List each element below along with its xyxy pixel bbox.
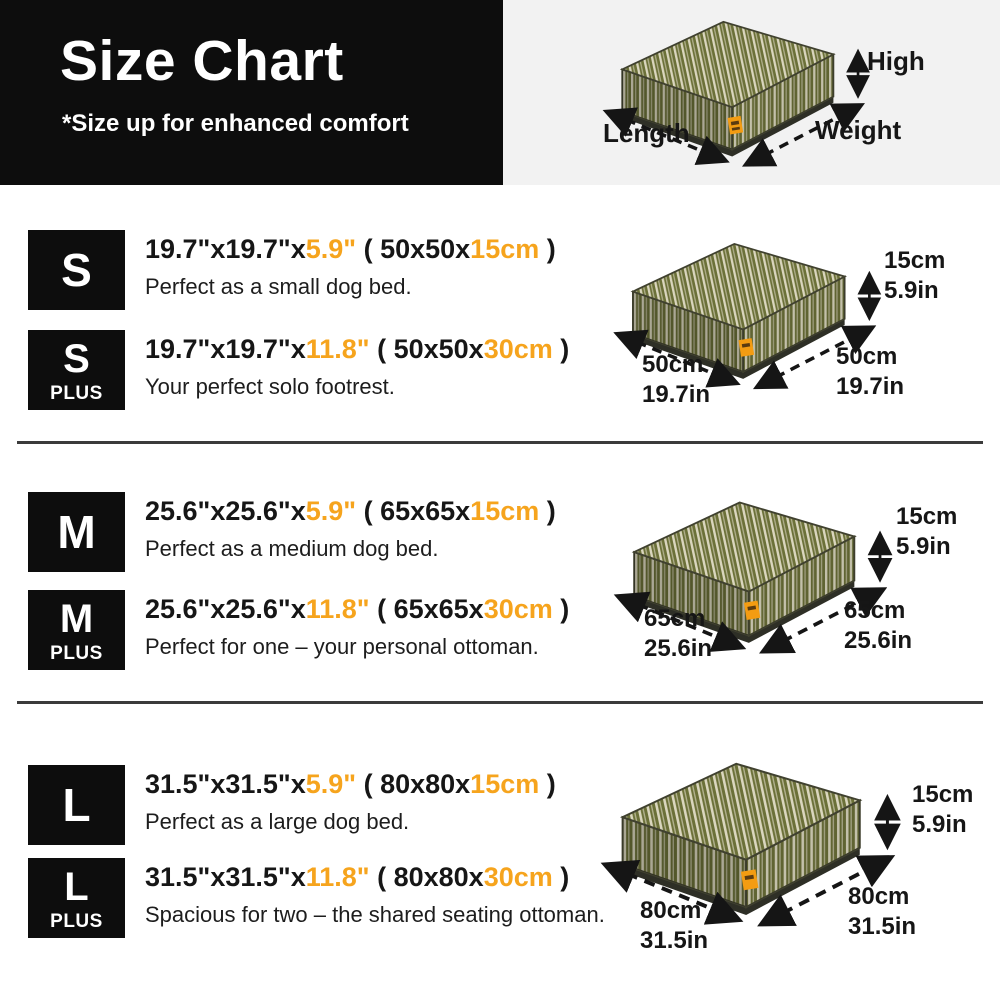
width-measurement: 80cm 31.5in [848,883,917,940]
dimension-legend-figure [503,0,1000,185]
height-measurement: 15cm 5.9in [912,781,974,838]
size-row-m-plus [28,590,569,670]
weight-label: Weight [815,115,902,145]
size-description: Perfect as a medium dog bed. [145,536,439,561]
width-measurement: 65cm 25.6in [844,597,913,654]
size-description: Perfect for one – your personal ottoman. [145,634,539,659]
badge-letter: S [61,244,92,296]
size-description: Spacious for two – the shared seating ottoman. [145,902,605,927]
dimensions-text: 19.7"x19.7"x5.9" ( 50x50x15cm ) [145,234,556,264]
length-measurement: 50cm 19.7in [642,351,711,408]
length-measurement: 80cm 31.5in [640,897,709,954]
header-diagram-panel [503,0,1000,185]
size-description: Your perfect solo footrest. [145,374,395,399]
page-subtitle: *Size up for enhanced comfort [62,110,409,137]
dimensions-text: 19.7"x19.7"x11.8" ( 50x50x30cm ) [145,334,570,364]
length-measurement: 65cm 25.6in [644,605,713,662]
brand-tag-icon [744,601,760,620]
dimensions-text: 25.6"x25.6"x11.8" ( 65x65x30cm ) [145,594,570,624]
size-badge-s [28,230,125,310]
page-title: Size Chart [60,29,344,93]
size-row-s [28,230,569,310]
dimensions-text: 25.6"x25.6"x5.9" ( 65x65x15cm ) [145,496,556,526]
figure-small [598,228,998,440]
length-label: Length [603,118,690,148]
dimensions-text: 31.5"x31.5"x11.8" ( 80x80x30cm ) [145,862,570,892]
width-measurement: 50cm 19.7in [836,343,905,400]
size-section-medium [28,492,569,670]
cushion-illustration [591,6,891,182]
section-divider [17,701,983,704]
badge-letter: M [57,506,96,558]
size-description: Perfect as a small dog bed. [145,274,412,299]
size-badge-l [28,765,125,845]
size-row-l [28,765,605,845]
section-divider [17,441,983,444]
badge-letter: S [63,337,90,381]
height-measurement: 15cm 5.9in [896,503,958,560]
high-label: High [867,46,925,76]
size-badge-m [28,492,125,572]
size-section-small [28,230,569,410]
size-badge-l-plus [28,858,125,938]
badge-letter: L [64,865,89,909]
badge-letter: L [62,779,91,831]
badge-plus-label: PLUS [50,643,103,664]
size-row-l-plus [28,858,605,938]
size-badge-m-plus [28,590,125,670]
size-badge-s-plus [28,330,125,410]
size-row-s-plus [28,330,569,410]
size-section-large [28,765,605,938]
size-row-m [28,492,569,572]
header-title-panel [0,0,503,185]
figure-medium [598,486,998,700]
figure-large [588,746,1000,976]
brand-tag-icon [738,338,754,357]
brand-tag-icon [728,116,744,135]
badge-letter: M [59,597,94,641]
badge-plus-label: PLUS [50,911,103,932]
size-description: Perfect as a large dog bed. [145,809,410,834]
height-measurement: 15cm 5.9in [884,247,946,304]
badge-plus-label: PLUS [50,383,103,404]
brand-tag-icon [741,869,759,890]
dimensions-text: 31.5"x31.5"x5.9" ( 80x80x15cm ) [145,769,556,799]
